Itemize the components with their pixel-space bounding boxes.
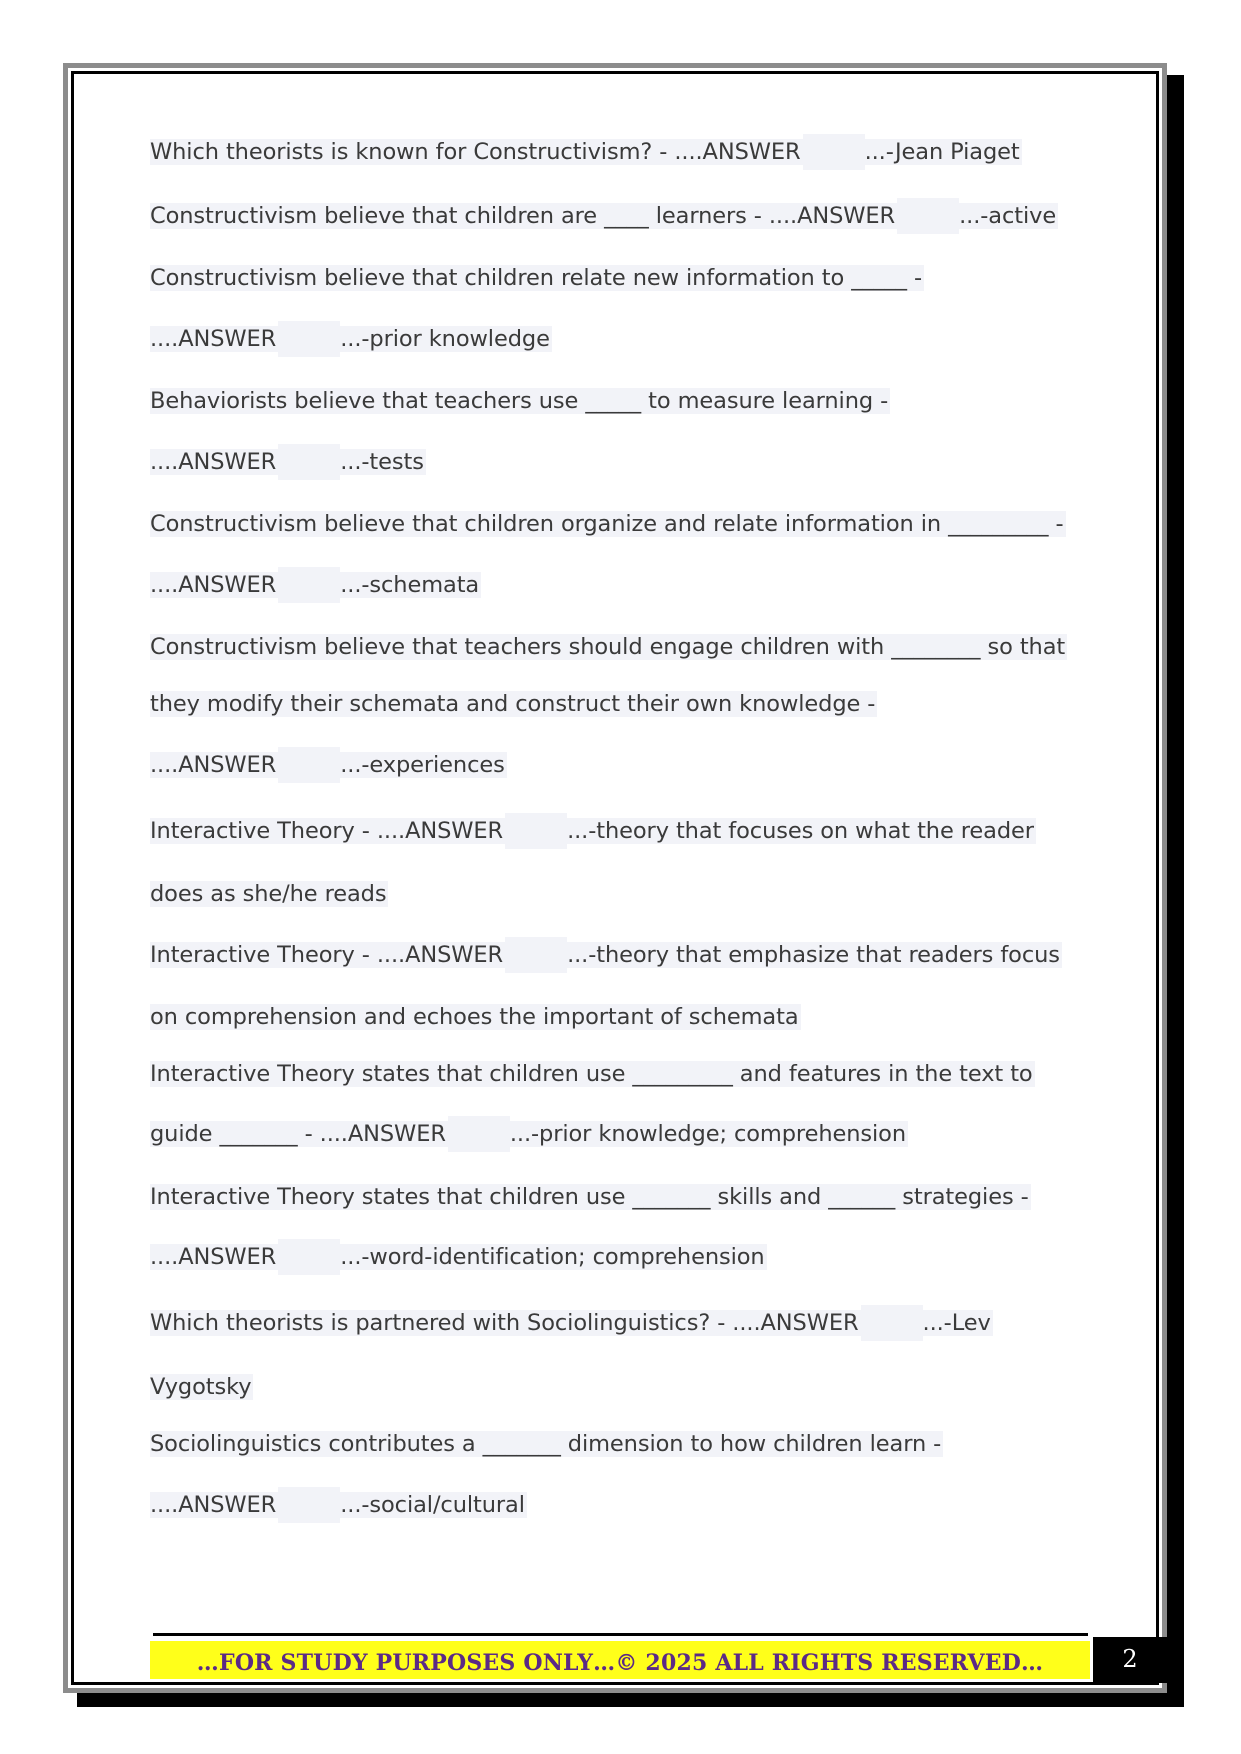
question-text: guide _______ - ....ANSWER (150, 1121, 446, 1147)
question-text: Behaviorists believe that teachers use _____ to measure learning - (150, 388, 889, 414)
text-line (150, 686, 877, 722)
answer-gap (278, 321, 340, 357)
answer-text: ...-active (959, 203, 1057, 229)
text-line (150, 747, 507, 783)
answer-text: ...-Jean Piaget (864, 139, 1020, 165)
answer-text: ...-experiences (340, 752, 505, 778)
text-line (150, 999, 801, 1035)
answer-gap (278, 567, 340, 603)
answer-gap (505, 937, 567, 973)
answer-gap (803, 134, 865, 170)
question-text: does as she/he reads (150, 881, 387, 907)
question-text: Interactive Theory states that children use _________ and features in the text to (150, 1061, 1033, 1087)
answer-gap (278, 444, 340, 480)
answer-text: ...-schemata (340, 572, 480, 598)
text-line (150, 134, 1022, 170)
text-line (150, 1426, 943, 1462)
footer-rule (153, 1633, 1088, 1636)
answer-gap (505, 813, 567, 849)
question-text: ....ANSWER (150, 1244, 277, 1270)
question-text: Interactive Theory states that children use _______ skills and ______ strategies - (150, 1184, 1029, 1210)
question-text: Vygotsky (150, 1374, 252, 1400)
question-text: Constructivism believe that children relate new information to _____ - (150, 265, 923, 291)
answer-gap (278, 1239, 340, 1275)
text-line (150, 813, 1036, 849)
answer-gap (897, 198, 959, 234)
text-line (150, 1239, 767, 1275)
answer-text: ...-theory that focuses on what the reader (567, 818, 1034, 844)
answer-text: ...-prior knowledge; comprehension (509, 1121, 906, 1147)
question-text: ....ANSWER (150, 326, 277, 352)
question-text: Interactive Theory - ....ANSWER (150, 818, 504, 844)
question-text: they modify their schemata and construct their own knowledge - (150, 691, 876, 717)
text-line (150, 1487, 527, 1523)
question-text: ....ANSWER (150, 752, 277, 778)
text-line (150, 1305, 993, 1341)
footer-notice: …FOR STUDY PURPOSES ONLY…© 2025 ALL RIGHTS RESERVED… (150, 1641, 1090, 1679)
text-line (150, 1179, 1031, 1215)
text-line (150, 937, 1062, 973)
answer-gap (278, 747, 340, 783)
answer-gap (861, 1305, 923, 1341)
question-text: ....ANSWER (150, 1492, 277, 1518)
question-text: Which theorists is partnered with Sociolinguistics? - ....ANSWER (150, 1310, 859, 1336)
answer-text: ...-tests (340, 449, 424, 475)
question-text: ....ANSWER (150, 572, 277, 598)
text-line (150, 1116, 908, 1152)
answer-gap (278, 1487, 340, 1523)
text-line (150, 506, 1066, 542)
question-text: Which theorists is known for Constructivism? - ....ANSWER (150, 139, 801, 165)
text-line (150, 321, 552, 357)
page-number: 2 (1093, 1637, 1167, 1683)
answer-gap (448, 1116, 510, 1152)
answer-text: ...-social/cultural (340, 1492, 525, 1518)
question-text: Constructivism believe that children organize and relate information in _________ - (150, 511, 1064, 537)
answer-text: ...-prior knowledge (340, 326, 550, 352)
question-text: Sociolinguistics contributes a _______ dimension to how children learn - (150, 1431, 942, 1457)
question-text: ....ANSWER (150, 449, 277, 475)
text-line (150, 1369, 253, 1405)
text-line (150, 383, 890, 419)
text-line (150, 260, 924, 296)
question-text: Constructivism believe that children are ____ learners - ....ANSWER (150, 203, 896, 229)
text-line (150, 1056, 1035, 1092)
text-line (150, 876, 388, 912)
answer-text: ...-Lev (922, 1310, 991, 1336)
question-text: Interactive Theory - ....ANSWER (150, 942, 504, 968)
text-line (150, 444, 426, 480)
answer-text: ...-theory that emphasize that readers focus (567, 942, 1060, 968)
question-text: Constructivism believe that teachers should engage children with ________ so that (150, 634, 1066, 660)
text-line (150, 629, 1067, 665)
answer-text: ...-word-identification; comprehension (340, 1244, 765, 1270)
text-line (150, 198, 1058, 234)
question-text: on comprehension and echoes the important of schemata (150, 1004, 799, 1030)
text-line (150, 567, 481, 603)
